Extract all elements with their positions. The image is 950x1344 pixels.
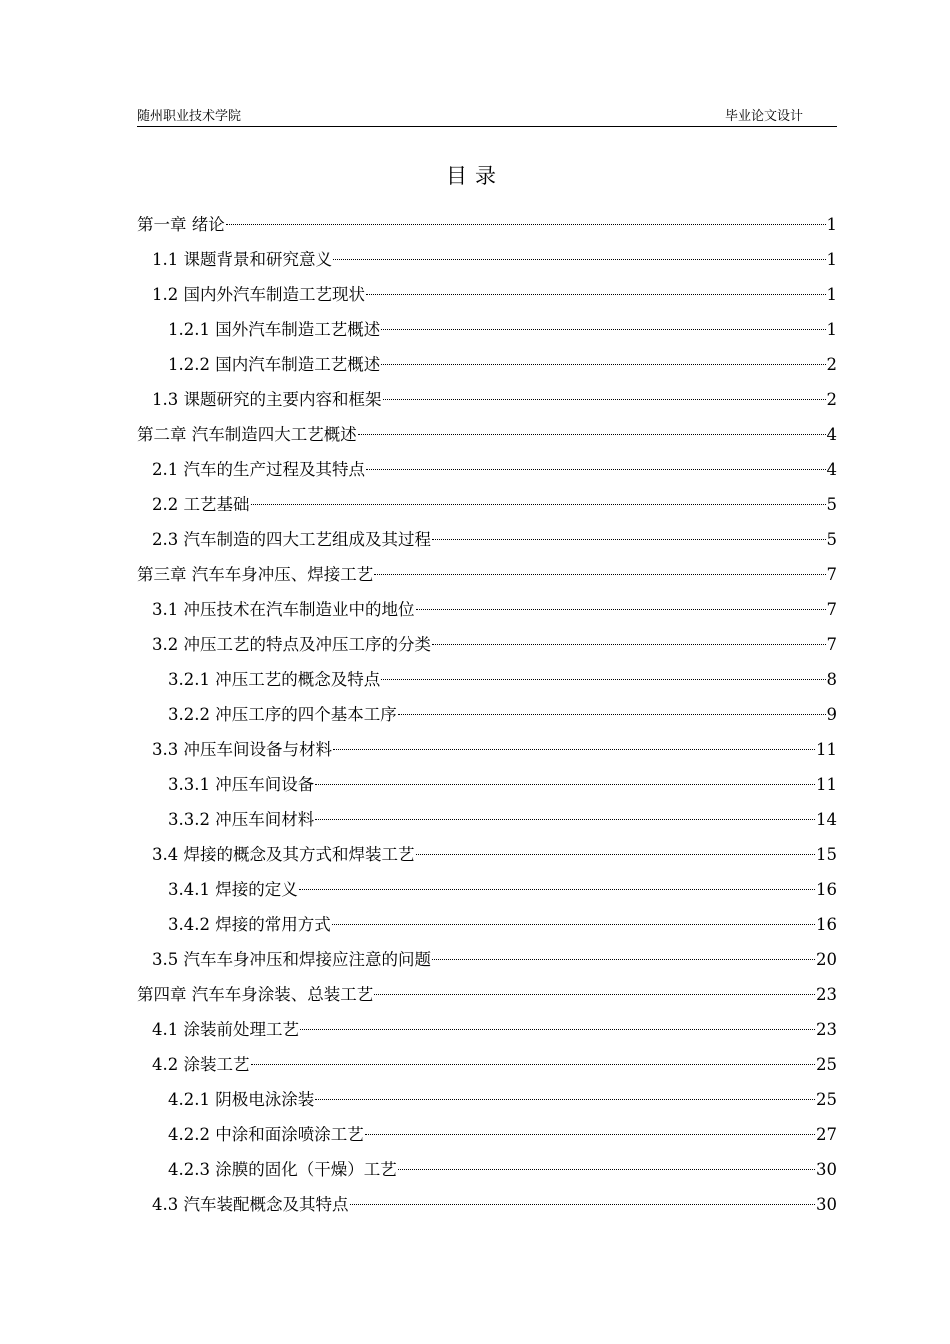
toc-entry[interactable] — [137, 312, 837, 347]
toc-entry-page-number: 23 — [816, 1020, 837, 1039]
toc-entry-page-number: 11 — [816, 775, 837, 794]
toc-entry-title: 3.3.2 冲压车间材料 — [168, 810, 315, 829]
toc-entry-title: 3.2 冲压工艺的特点及冲压工序的分类 — [152, 635, 431, 654]
toc-entry-title: 3.4 焊接的概念及其方式和焊装工艺 — [152, 845, 415, 864]
toc-dot-leader — [333, 749, 815, 750]
toc-dot-leader — [299, 889, 815, 890]
toc-dot-leader — [332, 924, 815, 925]
toc-entry-title: 1.2.2 国内汽车制造工艺概述 — [168, 355, 381, 374]
toc-dot-leader — [315, 784, 815, 785]
toc-dot-leader — [381, 679, 825, 680]
toc-entry[interactable] — [137, 1187, 837, 1222]
toc-entry-page-number: 1 — [826, 285, 837, 304]
toc-entry-title: 第二章 汽车制造四大工艺概述 — [137, 425, 357, 444]
toc-entry-page-number: 5 — [826, 495, 837, 514]
toc-entry-page-number: 8 — [826, 670, 837, 689]
toc-entry-title: 4.2 涂装工艺 — [152, 1055, 250, 1074]
toc-entry-page-number: 4 — [826, 425, 837, 444]
toc-entry-page-number: 7 — [826, 565, 837, 584]
toc-dot-leader — [416, 854, 816, 855]
header-document-type: 毕业论文设计 — [724, 109, 803, 124]
toc-entry-title: 2.3 汽车制造的四大工艺组成及其过程 — [152, 530, 431, 549]
toc-entry-page-number: 23 — [816, 985, 837, 1004]
toc-entry-page-number: 5 — [826, 530, 837, 549]
toc-entry-title: 2.1 汽车的生产过程及其特点 — [152, 460, 365, 479]
toc-entry[interactable] — [137, 1117, 837, 1152]
toc-entry[interactable] — [137, 732, 837, 767]
toc-entry-title: 3.5 汽车车身冲压和焊接应注意的问题 — [152, 950, 431, 969]
toc-entry-page-number: 25 — [816, 1090, 837, 1109]
toc-entry-title: 1.2 国内外汽车制造工艺现状 — [152, 285, 365, 304]
toc-entry-page-number: 20 — [816, 950, 837, 969]
toc-dot-leader — [333, 259, 826, 260]
toc-entry[interactable] — [137, 1012, 837, 1047]
toc-entry-title: 3.2.2 冲压工序的四个基本工序 — [168, 705, 397, 724]
toc-entry-title: 3.3.1 冲压车间设备 — [168, 775, 315, 794]
toc-entry-title: 第三章 汽车车身冲压、焊接工艺 — [137, 565, 374, 584]
toc-entry[interactable] — [137, 837, 837, 872]
toc-entry-title: 4.3 汽车装配概念及其特点 — [152, 1195, 349, 1214]
toc-entry[interactable] — [137, 452, 837, 487]
toc-entry-title: 3.3 冲压车间设备与材料 — [152, 740, 332, 759]
toc-entry[interactable] — [137, 1152, 837, 1187]
toc-entry-title: 3.4.1 焊接的定义 — [168, 880, 298, 899]
toc-dot-leader — [416, 609, 826, 610]
toc-dot-leader — [350, 1204, 816, 1205]
toc-entry[interactable] — [137, 627, 837, 662]
page-header — [137, 108, 837, 127]
toc-entry-page-number: 2 — [826, 390, 837, 409]
toc-dot-leader — [300, 1029, 815, 1030]
toc-title: 目录 — [446, 164, 504, 188]
toc-dot-leader — [432, 959, 815, 960]
toc-entry-page-number: 11 — [816, 740, 837, 759]
toc-dot-leader — [432, 644, 826, 645]
toc-entry[interactable] — [137, 1047, 837, 1082]
toc-entry[interactable] — [137, 907, 837, 942]
toc-dot-leader — [381, 364, 825, 365]
toc-dot-leader — [381, 329, 825, 330]
toc-entry-page-number: 1 — [826, 250, 837, 269]
toc-entry[interactable] — [137, 872, 837, 907]
toc-entry-title: 4.2.2 中涂和面涂喷涂工艺 — [168, 1125, 364, 1144]
toc-dot-leader — [398, 714, 826, 715]
toc-entry-page-number: 25 — [816, 1055, 837, 1074]
toc-entry-page-number: 30 — [816, 1160, 837, 1179]
toc-entry-title: 1.2.1 国外汽车制造工艺概述 — [168, 320, 381, 339]
toc-entry-title: 1.3 课题研究的主要内容和框架 — [152, 390, 382, 409]
toc-entry-title: 1.1 课题背景和研究意义 — [152, 250, 332, 269]
toc-entry-title: 第四章 汽车车身涂装、总装工艺 — [137, 985, 374, 1004]
toc-entry[interactable] — [137, 662, 837, 697]
toc-dot-leader — [366, 294, 826, 295]
toc-entry-title: 3.2.1 冲压工艺的概念及特点 — [168, 670, 381, 689]
toc-entry[interactable] — [137, 942, 837, 977]
toc-entry-page-number: 16 — [816, 880, 837, 899]
toc-entry-title: 4.2.1 阴极电泳涂装 — [168, 1090, 315, 1109]
toc-entry-page-number: 7 — [826, 635, 837, 654]
toc-entry[interactable] — [137, 347, 837, 382]
toc-entry[interactable] — [137, 242, 837, 277]
table-of-contents — [137, 207, 837, 1222]
toc-entry[interactable] — [137, 592, 837, 627]
toc-entry[interactable] — [137, 1082, 837, 1117]
toc-entry[interactable] — [137, 802, 837, 837]
toc-dot-leader — [398, 1169, 815, 1170]
toc-dot-leader — [226, 224, 826, 225]
toc-dot-leader — [365, 1134, 815, 1135]
toc-entry-title: 3.4.2 焊接的常用方式 — [168, 915, 331, 934]
toc-entry-title: 第一章 绪论 — [137, 215, 225, 234]
toc-entry-page-number: 2 — [826, 355, 837, 374]
toc-entry-title: 2.2 工艺基础 — [152, 495, 250, 514]
toc-entry-page-number: 4 — [826, 460, 837, 479]
toc-dot-leader — [358, 434, 826, 435]
toc-dot-leader — [251, 1064, 816, 1065]
toc-entry-page-number: 9 — [826, 705, 837, 724]
toc-entry[interactable] — [137, 557, 837, 592]
toc-entry[interactable] — [137, 277, 837, 312]
toc-dot-leader — [366, 469, 826, 470]
header-school-name: 随州职业技术学院 — [137, 109, 242, 124]
toc-dot-leader — [315, 819, 815, 820]
toc-dot-leader — [383, 399, 826, 400]
toc-entry-title: 4.1 涂装前处理工艺 — [152, 1020, 299, 1039]
toc-entry-page-number: 7 — [826, 600, 837, 619]
toc-entry[interactable] — [137, 522, 837, 557]
toc-entry-title: 4.2.3 涂膜的固化（干燥）工艺 — [168, 1160, 397, 1179]
toc-entry-page-number: 1 — [826, 320, 837, 339]
toc-entry-page-number: 30 — [816, 1195, 837, 1214]
toc-entry-page-number: 15 — [816, 845, 837, 864]
toc-dot-leader — [432, 539, 826, 540]
toc-entry[interactable] — [137, 977, 837, 1012]
toc-entry-page-number: 1 — [826, 215, 837, 234]
toc-entry[interactable] — [137, 417, 837, 452]
toc-dot-leader — [315, 1099, 815, 1100]
toc-dot-leader — [374, 994, 815, 995]
toc-entry-page-number: 14 — [816, 810, 837, 829]
toc-entry[interactable] — [137, 697, 837, 732]
toc-entry[interactable] — [137, 207, 837, 242]
toc-entry[interactable] — [137, 767, 837, 802]
toc-entry-page-number: 27 — [816, 1125, 837, 1144]
toc-dot-leader — [374, 574, 825, 575]
toc-entry[interactable] — [137, 382, 837, 417]
toc-entry-page-number: 16 — [816, 915, 837, 934]
toc-entry-title: 3.1 冲压技术在汽车制造业中的地位 — [152, 600, 415, 619]
toc-entry[interactable] — [137, 487, 837, 522]
toc-dot-leader — [251, 504, 826, 505]
